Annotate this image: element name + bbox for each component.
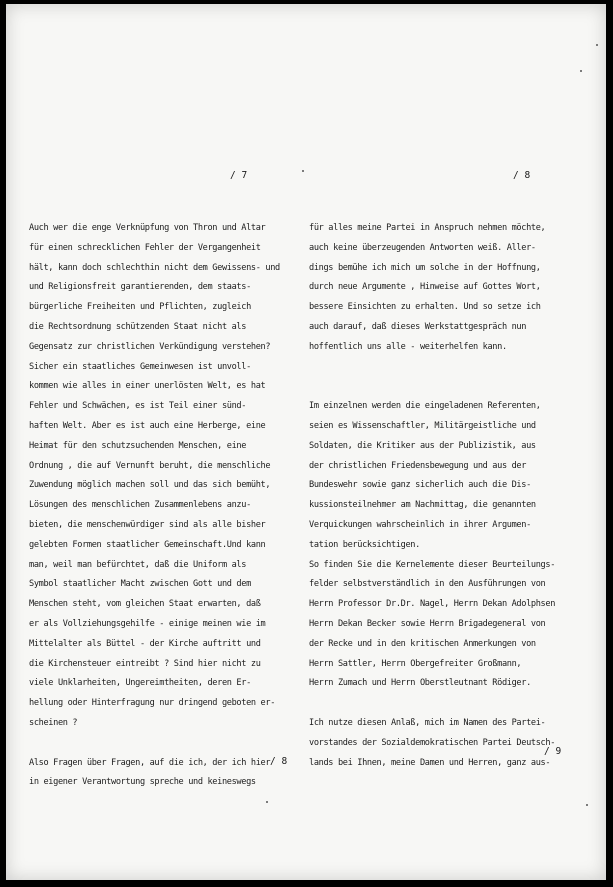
text-line: hellung oder Hinterfragung nur dringend geboten er- xyxy=(29,698,276,709)
text-line: Menschen steht, vom gleichen Staat erwarten, daß xyxy=(29,599,261,610)
text-line: man, weil man befürchtet, daß die Uniform als xyxy=(29,559,247,570)
page-number-right-bottom: / 9 xyxy=(544,746,562,757)
text-line: Ordnung , die auf Vernunft beruht, die menschliche xyxy=(29,460,271,471)
text-line: Sicher ein staatliches Gemeinwesen ist unvoll- xyxy=(29,361,251,372)
text-line: Mittelalter als Büttel - der Kirche auftritt und xyxy=(29,638,261,649)
text-line: tation berücksichtigen. xyxy=(309,539,420,550)
text-line: scheinen ? xyxy=(29,717,78,728)
text-line: felder selbstverständlich in den Ausführungen von xyxy=(309,579,546,590)
text-line: seien es Wissenschaftler, Militärgeistliche und xyxy=(309,420,536,431)
page-number-left-top: / 7 xyxy=(230,170,248,181)
text-line: auch darauf, daß dieses Werkstattgespräch nun xyxy=(309,321,527,332)
text-line: Auch wer die enge Verknüpfung von Thron und Altar xyxy=(29,223,266,233)
text-line: So finden Sie die Kernelemente dieser Beurteilungs- xyxy=(309,559,556,570)
text-line: der Recke und in den kritischen Anmerkungen von xyxy=(309,638,536,649)
text-line: dings bemühe ich mich um solche in der Hoffnung, xyxy=(309,262,541,273)
text-line: für alles meine Partei in Anspruch nehmen möchte, xyxy=(309,223,546,233)
text-line: bieten, die menschenwürdiger sind als alle bisher xyxy=(29,519,266,530)
text-line: kommen wie alles in einer unerlösten Welt, es hat xyxy=(29,381,266,392)
right-text-column xyxy=(309,219,593,773)
text-line: Bundeswehr sowie ganz sicherlich auch die Dis- xyxy=(309,480,531,491)
text-line: Heimat für den schutzsuchenden Menschen, eine xyxy=(29,440,247,451)
text-line: auch keine überzeugenden Antworten weiß. Aller- xyxy=(309,242,536,253)
text-line: und Religionsfreit garantierenden, dem staats- xyxy=(29,282,251,293)
text-line: für einen schrecklichen Fehler der Vergangenheit xyxy=(29,242,261,253)
text-line: hoffentlich uns alle - weiterhelfen kann. xyxy=(309,341,507,352)
text-line: Soldaten, die Kritiker aus der Publizistik, aus xyxy=(309,440,536,451)
text-line: hält, kann doch schlechthin nicht dem Gewissens- und xyxy=(29,262,280,273)
text-line: Lösungen des menschlichen Zusammenlebens anzu- xyxy=(29,500,251,511)
scanned-page xyxy=(6,4,606,880)
text-line: gelebten Formen staatlicher Gemeinschaft.Und kann xyxy=(29,539,266,550)
text-line: Im einzelnen werden die eingeladenen Referenten, xyxy=(309,401,541,412)
text-line: Herrn Dekan Becker sowie Herrn Brigadegeneral von xyxy=(309,618,546,629)
text-line: haften Welt. Aber es ist auch eine Herberge, eine xyxy=(29,420,266,431)
text-line: er als Vollziehungsgehilfe - einige meinen wie im xyxy=(29,618,266,629)
text-line: bürgerliche Freiheiten und Pflichten, zugleich xyxy=(29,302,251,313)
left-text-column xyxy=(29,219,301,793)
text-line: Herrn Zumach und Herrn Oberstleutnant Rödiger. xyxy=(309,678,531,689)
text-line: Also Fragen über Fragen, auf die ich, der ich hier xyxy=(29,757,271,768)
paragraph-gap xyxy=(29,734,301,754)
text-line: Herrn Professor Dr.Dr. Nagel, Herrn Dekan Adolphsen xyxy=(309,599,556,610)
text-line: die Rechtsordnung schützenden Staat nicht als xyxy=(29,321,247,332)
text-line: Ich nutze diesen Anlaß, mich im Namen des Partei- xyxy=(309,717,546,728)
page-number-right-top: / 8 xyxy=(513,170,531,181)
text-line: Zuwendung möglich machen soll und das sich bemüht, xyxy=(29,480,271,491)
text-line: die Kirchensteuer eintreibt ? Sind hier nicht zu xyxy=(29,658,261,669)
page-number-left-bottom: / 8 xyxy=(270,756,288,767)
text-line: Verquickungen wahrscheinlich in ihrer Argumen- xyxy=(309,519,531,530)
text-line: durch neue Argumente , Hinweise auf Gottes Wort, xyxy=(309,282,541,293)
text-line: Symbol staatlicher Macht zwischen Gott und dem xyxy=(29,579,251,590)
text-line: kussionsteilnehmer am Nachmittag, die genannten xyxy=(309,500,536,511)
text-line: lands bei Ihnen, meine Damen und Herren, ganz aus- xyxy=(309,757,551,768)
text-line: Fehler und Schwächen, es ist Teil einer sünd- xyxy=(29,401,247,412)
text-line: Herrn Sattler, Herrn Obergefreiter Großmann, xyxy=(309,658,522,669)
text-line: der christlichen Friedensbewegung und aus der xyxy=(309,460,527,471)
paragraph-gap xyxy=(309,358,593,378)
text-line: vorstandes der Sozialdemokratischen Partei Deutsch- xyxy=(309,737,556,748)
text-line: in eigener Verantwortung spreche und keineswegs xyxy=(29,777,256,788)
text-line: Gegensatz zur christlichen Verkündigung verstehen? xyxy=(29,341,271,352)
paragraph-gap xyxy=(309,694,593,714)
paragraph-gap xyxy=(309,377,593,397)
text-line: bessere Einsichten zu erhalten. Und so setze ich xyxy=(309,302,541,313)
text-line: viele Unklarheiten, Ungereimtheiten, deren Er- xyxy=(29,678,251,689)
